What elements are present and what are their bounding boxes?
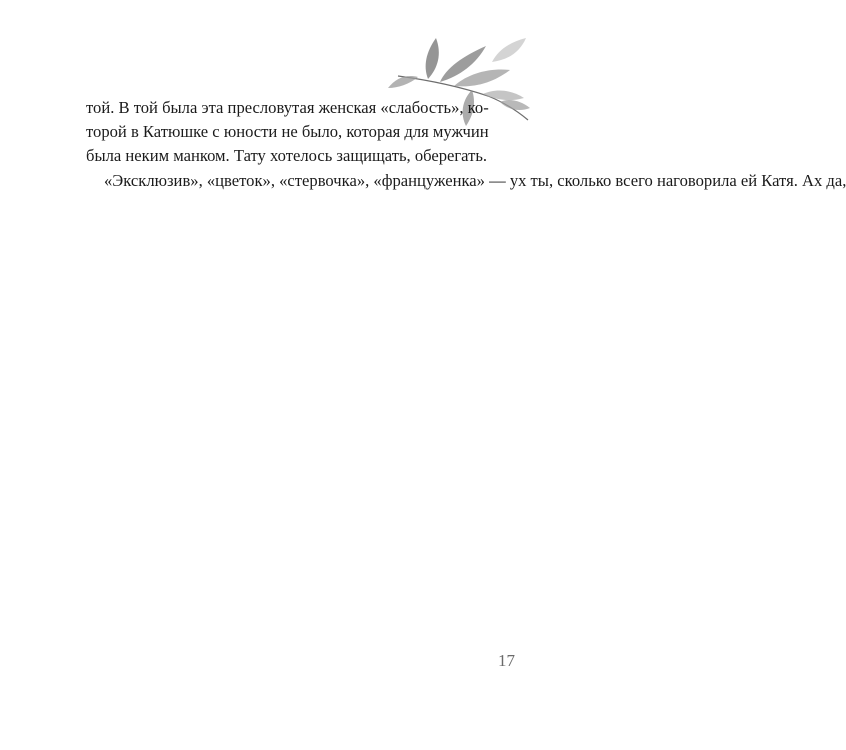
body-text — [86, 96, 846, 193]
page-number: 17 — [498, 651, 515, 670]
text-line: была неким манком. Тату хотелось защищать, оберегать. — [86, 146, 488, 166]
paragraph — [86, 169, 846, 193]
paragraph — [86, 96, 489, 169]
text-line: той. В той была эта пресловутая женская «слабость», ко- — [86, 98, 489, 117]
text-line: «Эксклюзив», «цветок», «стервочка», «француженка» — ух ты, сколько всего наговорила ей Катя. Ах да, — [104, 170, 846, 190]
text-line: торой в Катюшке с юности не было, которая для мужчин — [86, 122, 489, 142]
